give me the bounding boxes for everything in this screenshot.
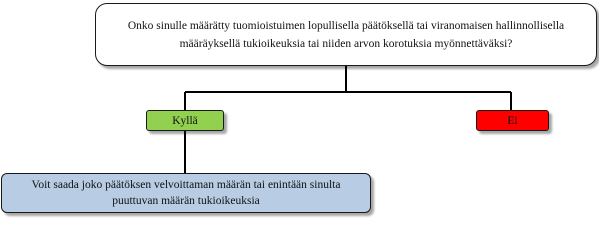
question-text: Onko sinulle määrätty tuomioistuimen lopullisella päätöksellä tai viranomaisen hallinnollisella määräyksellä tukioikeuksia tai niiden arvon korotuksia myönnettäväksi? (127, 19, 565, 50)
no-label: Ei (507, 114, 518, 127)
yes-label: Kyllä (172, 114, 198, 127)
question-box (95, 3, 597, 66)
no-node (476, 110, 549, 131)
yes-outcome-box (1, 173, 371, 213)
yes-outcome-text: Voit saada joko päätöksen velvoittaman määrän tai enintään sinulta puuttuvan määrän tukioikeuksia (31, 179, 341, 207)
yes-node (146, 110, 224, 131)
